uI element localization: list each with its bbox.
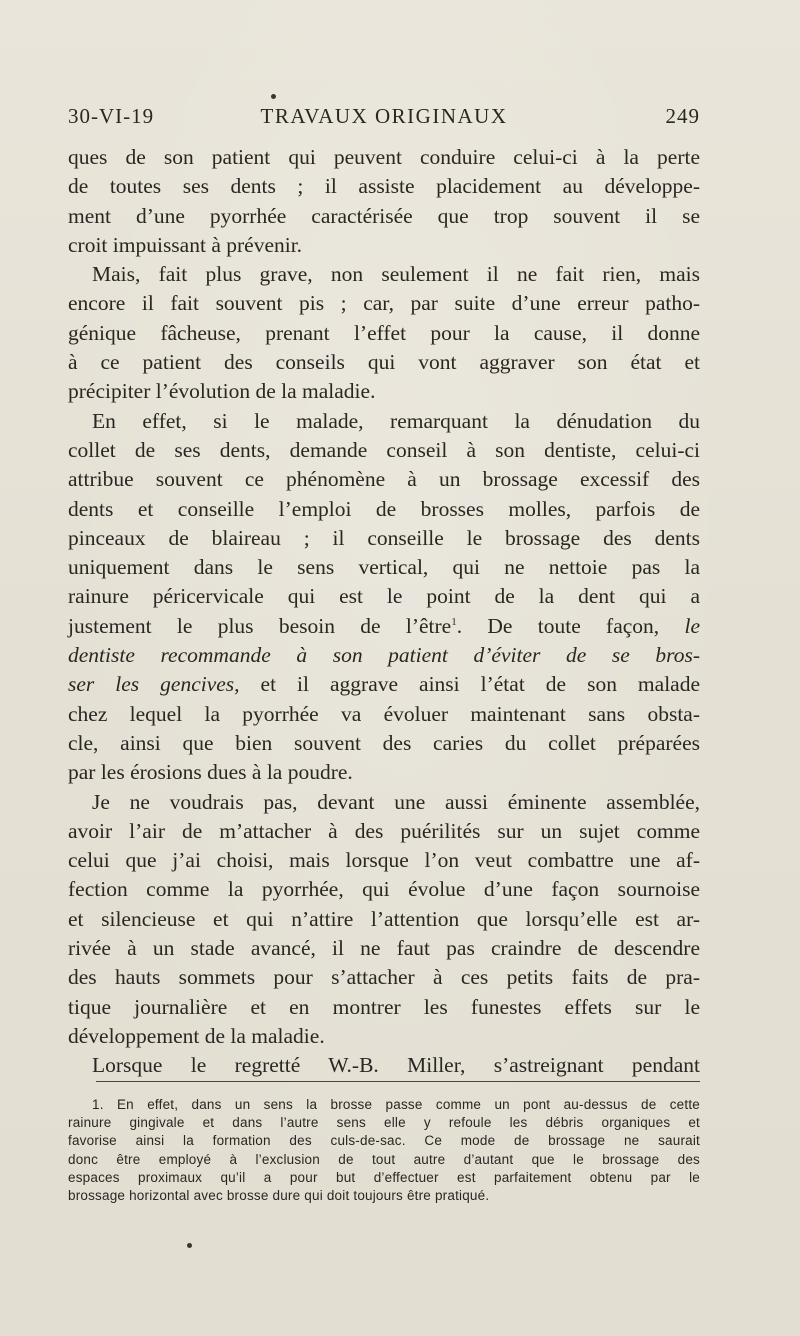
- text-line: uniquement dans le sens vertical, qui ne nettoie pas la: [68, 555, 700, 580]
- text-segment: et il aggrave ainsi l’état de son malade: [260, 672, 701, 697]
- text-line: développement de la maladie.: [68, 1023, 325, 1048]
- footnote: [68, 1096, 700, 1205]
- running-header: [68, 104, 700, 134]
- text-line: attribue souvent ce phénomène à un brossage excessif des: [68, 467, 700, 492]
- text-line: ment d’une pyorrhée caractérisée que trop souvent il se: [68, 203, 700, 228]
- footnote-line: donc être employé à l’exclusion de tout autre d’autant que le brossage des: [68, 1151, 700, 1167]
- text-line: à ce patient des conseils qui vont aggraver son état et: [68, 350, 700, 375]
- footnote-marker: 1: [451, 615, 457, 628]
- text-line: croit impuissant à prévenir.: [68, 232, 303, 257]
- text-line: génique fâcheuse, prenant l’effet pour la cause, il donne: [68, 320, 700, 345]
- text-line: avoir l’air de m’attacher à des puérilités sur un sujet comme: [68, 818, 700, 843]
- footnote-line: brossage horizontal avec brosse dure qui doit toujours être pratiqué.: [68, 1187, 490, 1203]
- text-line: des hauts sommets pour s’attacher à ces petits faits de pra-: [68, 965, 700, 990]
- page-number: 249: [665, 104, 700, 128]
- text-line: [68, 670, 700, 699]
- text-line: Je ne voudrais pas, devant une aussi éminente assemblée,: [92, 789, 700, 814]
- footnote-line: 1. En effet, dans un sens la brosse passe comme un pont au-dessus de cette: [92, 1097, 700, 1112]
- header-title: TRAVAUX ORIGINAUX: [260, 104, 508, 128]
- footnote-line: espaces proximaux qu’il a pour but d’effectuer est parfaitement obtenu par le: [68, 1169, 700, 1185]
- header-date: 30-VI-19: [68, 104, 155, 128]
- text-line: tique journalière et en montrer les funestes effets sur le: [68, 994, 700, 1019]
- ink-speck: [187, 1243, 192, 1248]
- italic-segment: le: [684, 613, 700, 638]
- text-line: et silencieuse et qui n’attire l’attention que lorsqu’elle est ar-: [68, 906, 700, 931]
- text-segment: justement le plus besoin de l’être: [68, 613, 452, 638]
- footnote-divider: [96, 1081, 700, 1082]
- text-line: celui que j’ai choisi, mais lorsque l’on veut combattre une af-: [68, 848, 700, 873]
- main-text: [68, 143, 700, 1081]
- text-line: En effet, si le malade, remarquant la dénudation du: [92, 408, 700, 433]
- text-line: de toutes ses dents ; il assiste placidement au développe-: [68, 174, 700, 199]
- ink-speck: [271, 94, 276, 99]
- footnote-line: rainure gingivale et dans l’autre sens elle y refoule les débris organiques et: [68, 1115, 700, 1131]
- text-line: encore il fait souvent pis ; car, par suite d’une erreur patho-: [68, 291, 700, 316]
- text-line: [68, 612, 700, 641]
- text-line: cle, ainsi que bien souvent des caries du collet préparées: [68, 730, 700, 755]
- text-line: fection comme la pyorrhée, qui évolue d’une façon sournoise: [68, 877, 700, 902]
- italic-segment: ser les gencives,: [68, 672, 240, 697]
- footnote-line: favorise ainsi la formation des culs-de-sac. Ce mode de brossage ne saurait: [68, 1133, 700, 1149]
- text-line: rivée à un stade avancé, il ne faut pas craindre de descendre: [68, 936, 700, 961]
- text-line: Mais, fait plus grave, non seulement il ne fait rien, mais: [92, 262, 700, 287]
- text-line: collet de ses dents, demande conseil à son dentiste, celui-ci: [68, 437, 700, 462]
- text-line: précipiter l’évolution de la maladie.: [68, 379, 376, 404]
- text-line: dents et conseille l’emploi de brosses molles, parfois de: [68, 496, 700, 521]
- text-line: ques de son patient qui peuvent conduire celui-ci à la perte: [68, 145, 700, 169]
- text-segment: . De toute façon,: [456, 613, 660, 638]
- text-line: chez lequel la pyorrhée va évoluer maintenant sans obsta-: [68, 701, 700, 726]
- text-line: rainure péricervicale qui est le point de la dent qui a: [68, 584, 700, 609]
- text-line: Lorsque le regretté W.-B. Miller, s’astreignant pendant: [92, 1053, 700, 1078]
- text-line: pinceaux de blaireau ; il conseille le brossage des dents: [68, 525, 700, 550]
- italic-text-line: dentiste recommande à son patient d’éviter de se bros-: [68, 643, 700, 668]
- text-line: par les érosions dues à la poudre.: [68, 760, 353, 785]
